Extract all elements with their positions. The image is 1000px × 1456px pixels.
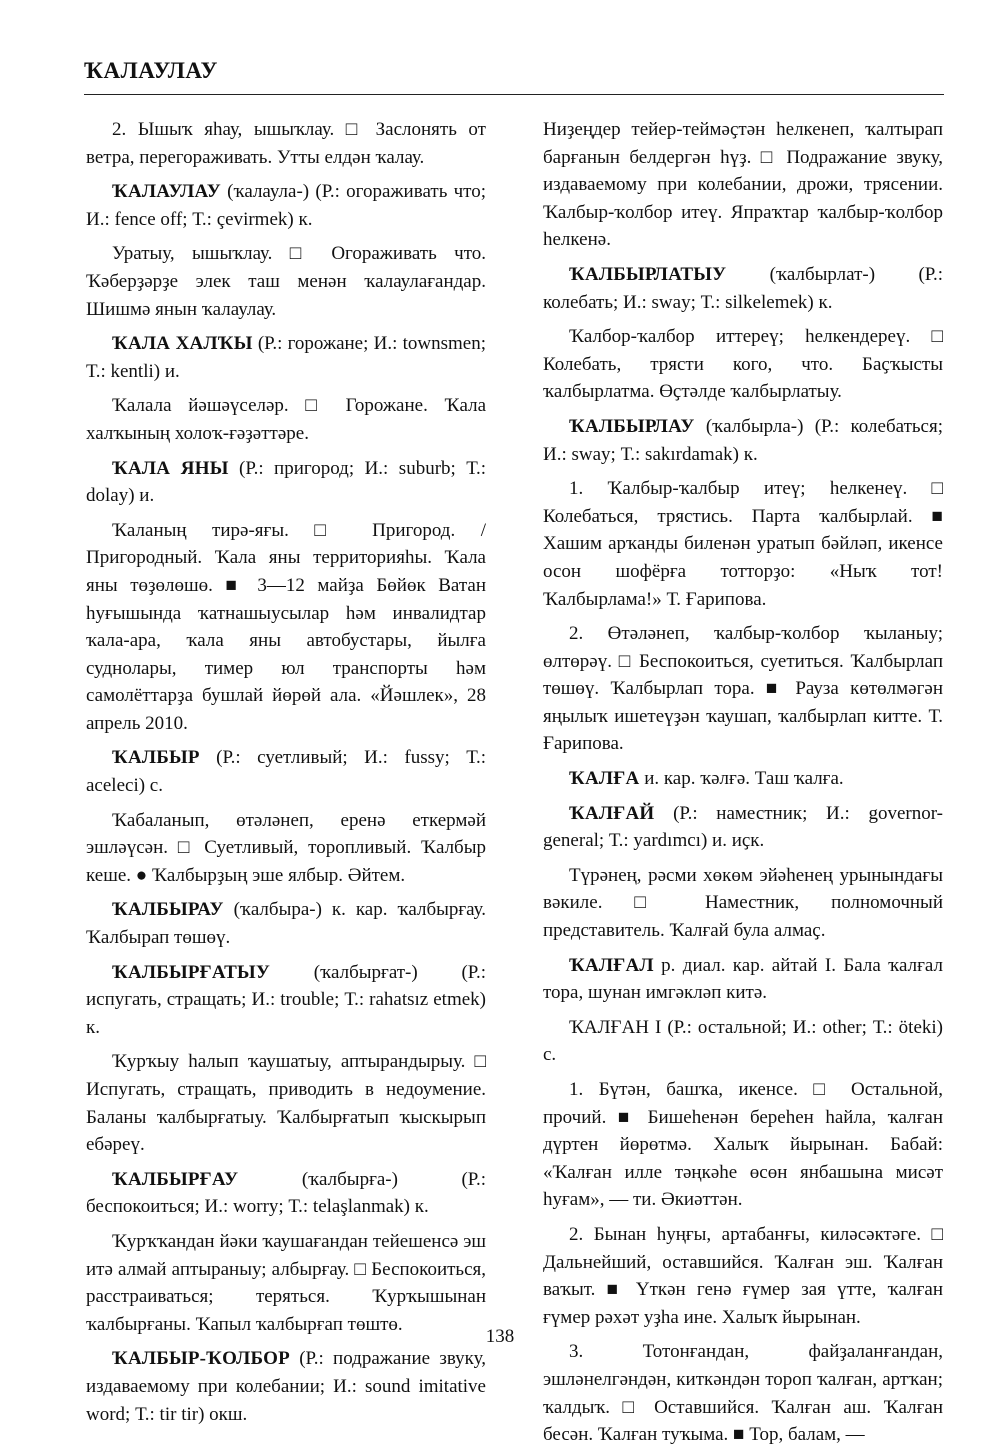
headword: ҠАЛБЫРАУ [112, 899, 224, 921]
entry-paragraph: Ҡалала йәшәүселәр. □ Горожане. Ҡала халҡының холоҡ-ғәҙәттәре. [86, 395, 486, 444]
entry-headword-paragraph: ҠАЛБЫРЛАУ (ҡалбырла-) (Р.: колебаться; И.: sway; Т.: sakırdamak) к. [543, 415, 943, 465]
entry-headword-paragraph: ҠАЛАУЛАУ (ҡалаула-) (Р.: огораживать что; И.: fence off; Т.: çevirmek) к. [86, 181, 486, 230]
headword: ҠАЛА ХАЛҠЫ [112, 333, 253, 355]
entry-headword-paragraph: ҠАЛҒАЛ р. диал. кар. айтай I. Бала ҡалғал тора, шунан имгәкләп китә. [543, 954, 943, 1004]
entry-headword-paragraph: ҠАЛБЫРЛАТЫУ (ҡалбырлат-) (Р.: колебать; И.: sway; Т.: silkelemek) к. [543, 263, 943, 313]
entry-headword-paragraph: ҠАЛБЫРҒАТЫУ (ҡалбырғат-) (Р.: испугать, стращать; И.: trouble; Т.: rahatsız etmek) к. [86, 961, 486, 1038]
entry-paragraph: Түрәнең, рәсми хөкөм эйәһенең урынындағы вәкиле. □ Наместник, полномочный представитель. Ҡалғай була алмаҫ. [543, 864, 943, 942]
headword: ҠАЛҒА [569, 768, 640, 790]
entry-paragraph: 3. Тотонғандан, файҙаланғандан, эшләнелгәндән, киткәндән тороп ҡалған, артҡан; ҡалдыҡ. □ Оставшийся. Ҡалған аш. Ҡалған бесән. Ҡалған туҡыма. ■ Тор, балам, — [543, 1341, 943, 1446]
headword: ҠАЛБЫР [112, 747, 200, 769]
entry-headword-paragraph: ҠАЛБЫРАУ (ҡалбыра-) к. кар. ҡалбырғау. Ҡалбырап төшөү. [86, 899, 486, 949]
entry-paragraph: 2. Бынан һуңғы, артабанғы, киләсәктәге. □ Дальнейший, оставшийся. Ҡалған эш. Ҡалған ваҡыт. ■ Үткән генә ғүмер зая үтте, ҡалған ғүмер рәхәт уҙһа ине. Халыҡ йырынан. [543, 1223, 943, 1328]
entry-paragraph: 1. Ҡалбыр-ҡалбыр итеү; һелкенеү. □ Колебаться, трястись. Парта ҡалбырлай. ■ Хашим арҡанды биленән уратып бәйләп, икенсе осон шофёрға тотторҙо: «Ныҡ тот! Ҡалбырлама!» Т. Ғарипова. [543, 478, 943, 610]
headword: ҠАЛҒАЛ [569, 954, 654, 976]
entry-paragraph: Ҡаланың тирә-яғы. □ Пригород. / Пригородный. Ҡала яны территорияһы. Ҡала яны төҙөлөшө. ■ 3—12 майҙа Бөйөк Ватан һуғышында ҡатнашыусылар һәм инвалидтар ҡала-ара, ҡала яны автобустары, йылға суднолары, тимер юл транспорты һәм самолёттарҙа бушлай йөрөй ала. «Йәшлек», 28 апрель 2010. [86, 519, 486, 734]
headword: ҠАЛҒАЙ [569, 802, 655, 824]
page-number: 138 [485, 1326, 515, 1347]
entry-headword-paragraph: ҠАЛБЫР (Р.: суетливый; И.: fussy; Т.: aceleci) с. [86, 747, 486, 797]
entry-headword-paragraph: ҠАЛА ЯНЫ (Р.: пригород; И.: suburb; Т.: dolay) и. [86, 457, 486, 507]
headword: ҠАЛАУЛАУ [112, 181, 221, 203]
entry-headword-paragraph: ҠАЛА ХАЛҠЫ (Р.: горожане; И.: townsmen; Т.: kentli) и. [86, 333, 486, 382]
entry-paragraph: Ҡурҡҡандан йәки ҡаушағандан тейешенсә эш итә алмай аптыраныу; албырғау. □ Беспокоиться, расстраиваться; теряться. Ҡурҡышынан ҡалбырғаны. Ҡапыл ҡалбырғап төштө. [86, 1230, 486, 1335]
entry-paragraph: 2. Ышыҡ яһау, ышыҡлау. □ Заслонять от ветра, перегораживать. Утты елдән ҡалау. [86, 119, 486, 168]
entry-paragraph: 1. Бүтән, башҡа, икенсе. □ Остальной, прочий. ■ Бишеһенән береһен һайла, ҡалған дүртен йөрөтмә. Халыҡ йырынан. Бабай: «Ҡалған илле тәңкәһе өсөн янбашына мисәт һуғам», — ти. Әкиәттән. [543, 1079, 943, 1211]
entry-headword-paragraph: ҠАЛҒАЙ (Р.: наместник; И.: governor-general; Т.: yardımcı) и. иҫк. [543, 802, 943, 852]
entry-headword-paragraph: ҠАЛБЫРҒАУ (ҡалбырға-) (Р.: беспокоиться; И.: worry; Т.: telaşlanmak) к. [86, 1168, 486, 1218]
headword: ҠАЛБЫРЛАУ [569, 415, 695, 437]
entry-paragraph: Ҡурҡыу һалып ҡаушатыу, аптырандырыу. □ Испугать, стращать, приводить в недоумение. Баланы ҡалбырғатыу. Ҡалбырғатып ҡыскырып ебәреү. [86, 1051, 486, 1156]
entry-paragraph: Ниҙеңдер тейер-теймәҫтән һелкенеп, ҡалтырап барғанын белдергән һүҙ. □ Подражание звуку, издаваемому при колебании, дрожи, трясении. Ҡалбыр-ҡолбор итеү. Япраҡтар ҡалбыр-ҡолбор һелкенә. [543, 119, 943, 251]
running-head: ҠАЛАУЛАУ [84, 58, 944, 95]
headword: ҠАЛБЫРЛАТЫУ [569, 263, 727, 285]
left-column [86, 116, 486, 1435]
entry-headword-paragraph: ҠАЛҒАН I (Р.: остальной; И.: other; Т.: öteki) с. [543, 1016, 943, 1066]
entry-paragraph: Уратыу, ышыҡлау. □ Огораживать что. Ҡәберҙәрҙе элек таш менән ҡалаулағандар. Шишмә янын ҡалаулау. [86, 243, 486, 320]
entry-paragraph: Ҡабаланып, өтәләнеп, еренә еткермәй эшләүсән. □ Суетливый, торопливый. Ҡалбыр кеше. ● Ҡалбырҙың эше ялбыр. Әйтем. [86, 809, 486, 886]
entry-paragraph: 2. Өтәләнеп, ҡалбыр-ҡолбор ҡыланыу; өлтөрәү. □ Беспокоиться, суетиться. Ҡалбырлап төшөү. Ҡалбырлап тора. ■ Рауза көтөлмәгән яңылыҡ ишетеүҙән ҡаушап, ҡалбырлап китте. Т. Ғарипова. [543, 623, 943, 755]
right-column [543, 116, 943, 1456]
entry-paragraph: Ҡалбор-ҡалбор иттереү; һелкендереү. □ Колебать, трясти кого, что. Баҫҡысты ҡалбырлатма. Өҫтәлде ҡалбырлатыу. [543, 326, 943, 403]
entry-headword-paragraph: ҠАЛБЫР-ҠОЛБОР (Р.: подражание звуку, издаваемому при колебании; И.: sound imitative word; Т.: tir tir) окш. [86, 1348, 486, 1425]
headword: ҠАЛБЫРҒАТЫУ [112, 961, 271, 983]
entry-headword-paragraph: ҠАЛҒА и. кар. ҡәлғә. Таш ҡалға. [569, 768, 844, 790]
headword: ҠАЛБЫРҒАУ [112, 1168, 239, 1190]
headword: ҠАЛБЫР-ҠОЛБОР [112, 1348, 290, 1370]
headword: ҠАЛА ЯНЫ [112, 457, 229, 479]
